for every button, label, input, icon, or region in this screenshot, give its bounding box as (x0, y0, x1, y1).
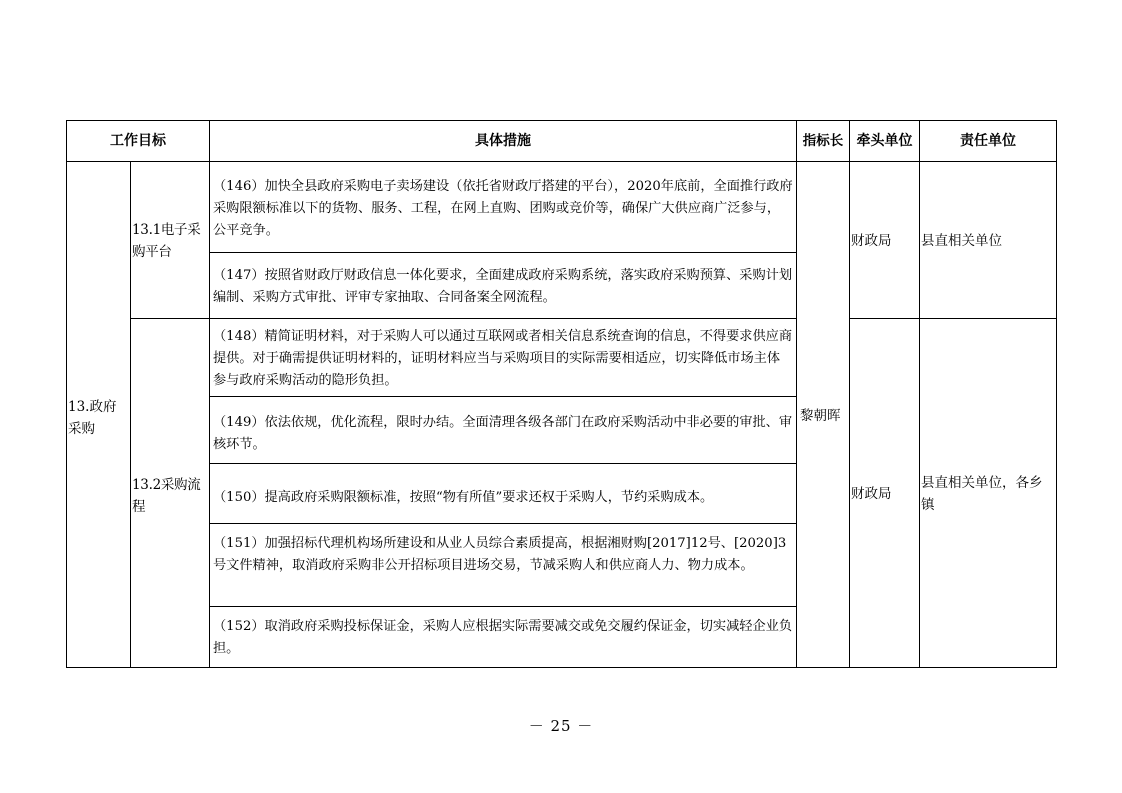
subgoal-13-1-title: 13.1电子采购平台 (132, 222, 201, 260)
resp-unit-13-2: 县直相关单位，各乡镇 (921, 475, 1043, 513)
goal-cell: 13.政府采购 (68, 399, 117, 437)
lead-unit-13-2: 财政局 (851, 486, 892, 502)
subgoal-13-2-title: 13.2采购流程 (132, 477, 201, 515)
measure-152: （152）取消政府采购投标保证金，采购人应根据实际需要减交或免交履约保证金，切实减轻企业负担。 (213, 619, 793, 656)
header-goal: 工作目标 (110, 133, 166, 149)
page-number: － 25 － (528, 717, 594, 735)
measure-150: （150）提高政府采购限额标准，按照“物有所值”要求还权于采购人，节约采购成本。 (213, 490, 714, 505)
measure-148: （148）精简证明材料，对于采购人可以通过互联网或者相关信息系统查询的信息，不得要求供应商提供。对于确需提供证明材料的，证明材料应当与采购项目的实际需要相适应，切实降低市场主体参与政府采购活动的隐形负担。 (213, 329, 793, 388)
measure-149: （149）依法依规，优化流程，限时办结。全面清理各级各部门在政府采购活动中非必要的审批、审核环节。 (213, 415, 793, 452)
lead-unit-13-1: 财政局 (851, 233, 892, 249)
measure-146: （146）加快全县政府采购电子卖场建设（依托省财政厅搭建的平台），2020年底前，全面推行政府采购限额标准以下的货物、服务、工程，在网上直购、团购或竞价等，确保广大供应商广泛参与，公平竞争。 (213, 179, 793, 238)
measure-147: （147）按照省财政厅财政信息一体化要求，全面建成政府采购系统，落实政府采购预算、采购计划编制、采购方式审批、评审专家抽取、合同备案全网流程。 (213, 268, 793, 305)
header-measures: 具体措施 (475, 133, 531, 149)
resp-unit-13-1: 县直相关单位 (921, 233, 1002, 249)
header-lead-unit: 牵头单位 (856, 133, 913, 149)
header-resp-unit: 责任单位 (960, 133, 1016, 149)
measure-151: （151）加强招标代理机构场所建设和从业人员综合素质提高，根据湘财购[2017]12号、[2020]3号文件精神，取消政府采购非公开招标项目进场交易，节减采购人和供应商人力、物力成本。 (213, 536, 787, 573)
header-leader: 指标长 (802, 133, 844, 149)
leader-cell: 黎朝晖 (800, 408, 841, 424)
